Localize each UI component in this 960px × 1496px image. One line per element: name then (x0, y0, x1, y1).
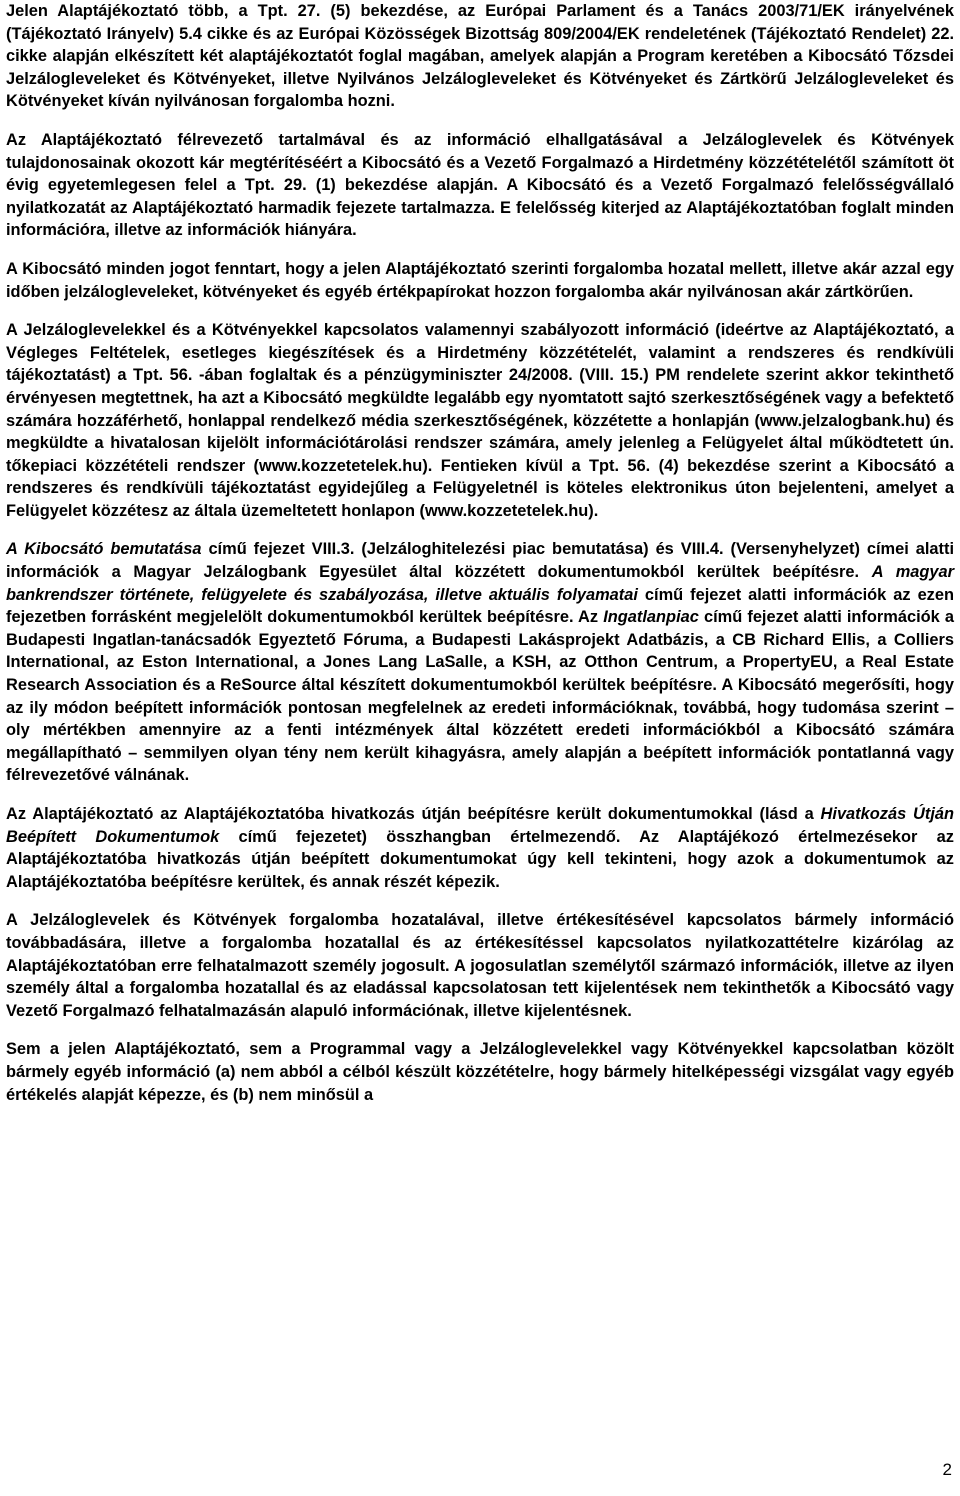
paragraph-8 (6, 1038, 954, 1106)
paragraph-text-run: című fejezet alatti információk az ezen fejezetben forrásként megjelelölt dokumentumokból kerültek beépítésre. Az (6, 585, 955, 627)
paragraph-text-run: Jelen Alaptájékoztató több, a Tpt. 27. (5) bekezdése, az Európai Parlament és a Tanács 2003/71/EK irányelvének (Tájékoztató Irányelv) 5.4 cikke és az Európai Közösségek Bizottság 809/2004/EK rendeletének (Tájékoztató Rendelet) 22. cikke alapján elkészített két alaptájékoztatót foglal magában, amelyek alapján a Program keretében a Kibocsátó Tőzsdei Jelzálogleveleket és Kötvényeket, illetve Nyilvános Jelzálogleveleket és Kötvényeket és Zártkörű Jelzálogleveleket és Kötvényeket kíván nyilvánosan forgalomba hozni. (6, 2, 954, 111)
paragraph-7 (6, 909, 954, 1022)
paragraph-text-run: című fejezet alatti információk a Budapesti Ingatlan-tanácsadók Egyeztető Fóruma, a Budapesti Lakásprojekt Adatbázis, a CB Richard Ellis, a Colliers International, az Eston International, a Jones Lang LaSalle, a KSH, az Otthon Centrum, a PropertyEU, a Real Estate Research Association és a ReSource által készített dokumentumokból kerültek beépítésre. A Kibocsátó megerősíti, hogy az ily módon beépített információk pontosan megfelelnek az eredeti információknak, továbbá, hogy tudomása szerint – oly mértékben amennyire az a fenti intézmények által közzétett eredeti információkból a Kibocsátó számára megállapítható – semmilyen olyan tény nem került kihagyásra, amely alapján a beépített információk pontatlanná vagy félrevezetővé válnának. (6, 608, 955, 785)
paragraph-2 (6, 129, 954, 242)
paragraph-5 (6, 538, 954, 787)
page-number: 2 (942, 1460, 952, 1479)
paragraph-text-run: című fejezet VIII.3. (Jelzáloghitelezési piac bemutatása) és VIII.4. (Versenyhelyzet) címei alatti információk a Magyar Jelzálogbank Egyesület által közzétett dokumentumokból kerültek beépítésre. (6, 540, 954, 582)
paragraph-text-run: Hivatkozás Útján Beépített Dokumentumok (6, 805, 954, 846)
paragraph-text-run: A Jelzáloglevelek és Kötvények forgalomba hozatalával, illetve értékesítésével kapcsolatos bármely információ továbbadására, illetve a forgalomba hozatallal és az értékesítéssel kapcsolatos nyilatkozattételre kizárólag az Alaptájékoztatóban erre felhatalmazott személy jogosult. A jogosulatlan személytől származó információk, illetve az ilyen személy által a forgalomba hozatallal és az eladással kapcsolatosan tett kijelentések nem tekinthetők a Kibocsátó vagy Vezető Forgalmazó felhatalmazásán alapuló információnak, illetve kijelentésnek. (6, 911, 954, 1020)
paragraph-text-run: A Jelzáloglevelekkel és a Kötvényekkel kapcsolatos valamennyi szabályozott információ (ideértve az Alaptájékoztató, a Végleges Feltételek, esetleges kiegészítések és a Hirdetmény közzétételét, valamint a rendszeres és rendkívüli tájékoztatást) a Tpt. 56. -ában foglaltak és a pénzügyminiszter 24/2008. (VIII. 15.) PM rendelete szerint akkor tekinthető érvényesen megtettnek, ha azt a Kibocsátó megküldte legalább egy nyomtatott sajtó szerkesztőségének vagy a befektető számára hozzáférhető, honlappal rendelkező média szerkesztőségének, közzétette a honlapján (www.jelzalogbank.hu) és megküldte a hivatalosan kijelölt információtárolási rendszer számára, amely jelenleg a Felügyelet által működtetett ún. tőkepiaci közzétételi rendszer (www.kozzetetelek.hu). Fentieken kívül a Tpt. 56. (4) bekezdése szerint a Kibocsátó a rendszeres és rendkívüli tájékoztatást egyidejűleg a Felügyeletnél is köteles elektronikus úton bejelenteni, amelyet a Felügyelet közzétesz az általa üzemeltetett honlapon (www.kozzetetelek.hu). (6, 321, 954, 520)
document-page (6, 0, 954, 1122)
paragraph-text-run: Az Alaptájékoztató félrevezető tartalmával és az információ elhallgatásával a Jelzáloglevelek és Kötvények tulajdonosainak okozott kár megtérítéséért a Kibocsátó és a Vezető Forgalmazó a Hirdetmény közzétételétől számított öt évig egyetemlegesen felel a Tpt. 29. (1) bekezdése alapján. A Kibocsátó és a Vezető Forgalmazó felelősségvállaló nyilatkozatát az Alaptájékoztató harmadik fejezete tartalmazza. E felelősség kiterjed az Alaptájékoztatóban foglalt minden információra, illetve az információk hiányára. (6, 130, 954, 240)
paragraph-3 (6, 258, 954, 303)
paragraph-text-run: Sem a jelen Alaptájékoztató, sem a Programmal vagy a Jelzáloglevelekkel vagy Kötvényekkel kapcsolatban közölt bármely egyéb információ (a) nem abból a célból készült közzétételre, hogy bármely hitelképességi vizsgálat vagy egyéb értékelés alapját képezze, és (b) nem minősül a (6, 1040, 954, 1104)
paragraph-text-run: című fejezetet) összhangban értelmezendő. Az Alaptájékozó értelmezésekor az Alaptájékoztatóba hivatkozás útján beépített dokumentumokat úgy kell tekinteni, hogy azok a dokumentumok az Alaptájékoztatóba beépítésre kerültek, és annak részét képezik. (6, 827, 954, 891)
paragraph-text-run: A magyar bankrendszer története, felügyelete és szabályozása, illetve aktuális folyamatai (6, 563, 955, 604)
paragraph-text-run: A Kibocsátó minden jogot fenntart, hogy a jelen Alaptájékoztató szerinti forgalomba hozatal mellett, illetve akár azzal egy időben jelzálogleveleket, kötvényeket és egyéb értékpapírokat hozzon forgalomba akár nyilvánosan akár zártkörűen. (6, 259, 954, 301)
paragraph-1 (6, 0, 954, 113)
paragraph-text-run: A Kibocsátó bemutatása (6, 540, 202, 559)
paragraph-6 (6, 803, 954, 893)
paragraph-text-run: Az Alaptájékoztató az Alaptájékoztatóba hivatkozás útján beépítésre került dokumentumokkal (lásd a (6, 805, 821, 823)
paragraph-text-run: Ingatlanpiac (603, 608, 699, 627)
paragraph-4 (6, 319, 954, 522)
